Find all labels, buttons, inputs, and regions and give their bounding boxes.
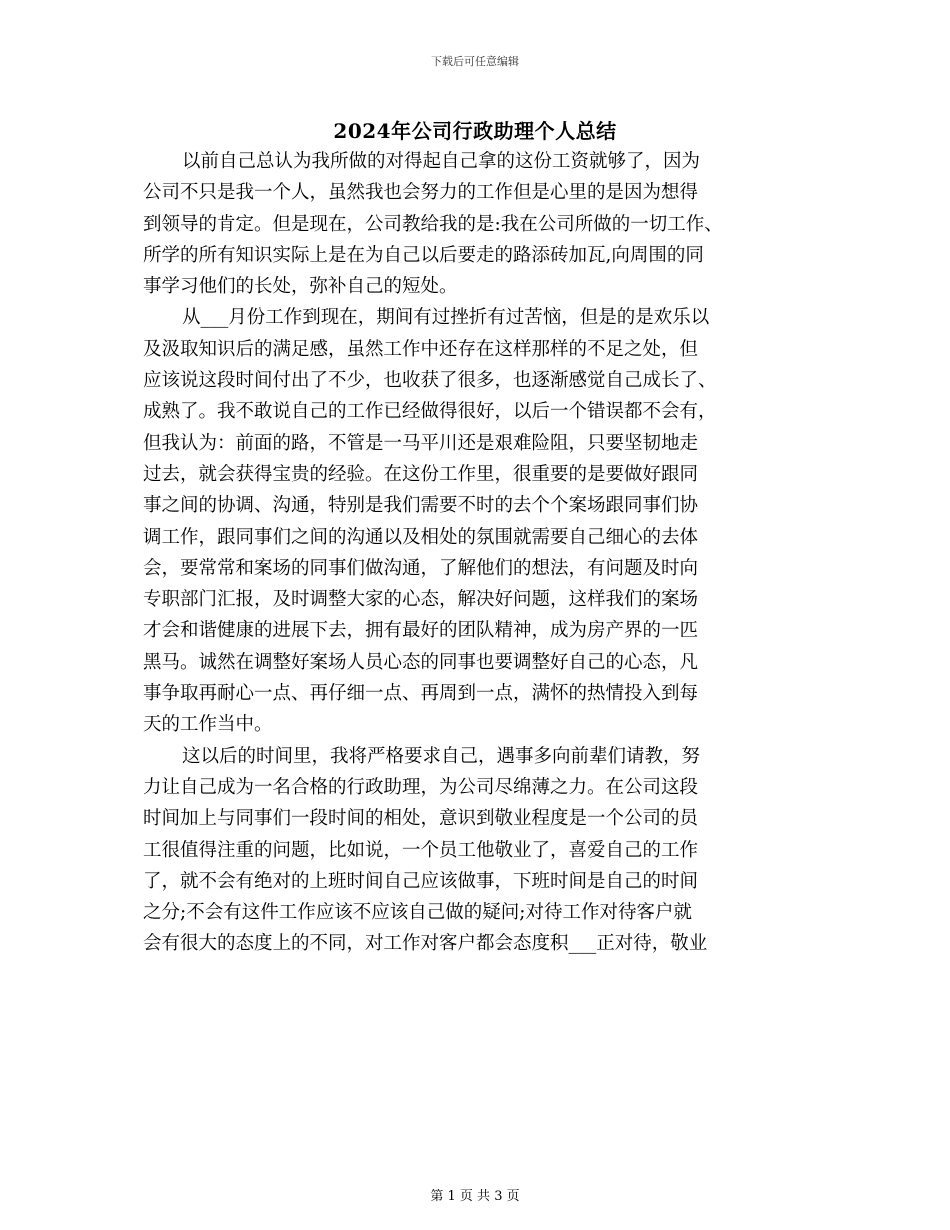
page-header-note: 下载后可任意编辑 [431, 55, 519, 68]
body-line: 这以后的时间里，我将严格要求自己，遇事多向前辈们请教，努 [182, 745, 701, 767]
body-line: 工很值得注重的问题，比如说，一个员工他敬业了，喜爱自己的工作 [143, 839, 699, 861]
body-line: 到领导的肯定。但是现在，公司教给我的是:我在公司所做的一切工作、 [143, 213, 723, 235]
body-line: 成熟了。我不敢说自己的工作已经做得很好，以后一个错误都不会有， [143, 401, 717, 423]
body-line: 事争取再耐心一点、再仔细一点、再周到一点，满怀的热情投入到每 [143, 683, 699, 705]
body-line: 调工作，跟同事们之间的沟通以及相处的氛围就需要自己细心的去体 [143, 526, 699, 548]
body-line: 及汲取知识后的满足感，虽然工作中还存在这样那样的不足之处，但 [143, 338, 699, 360]
body-line: 公司不只是我一个人，虽然我也会努力的工作但是心里的是因为想得 [143, 182, 699, 204]
body-line: 过去，就会获得宝贵的经验。在这份工作里，很重要的是要做好跟同 [143, 463, 699, 485]
document-body [143, 146, 803, 960]
body-line: 黑马。诚然在调整好案场人员心态的同事也要调整好自己的心态，凡 [143, 651, 699, 673]
body-line: 但我认为：前面的路，不管是一马平川还是艰难险阻，只要坚韧地走 [143, 432, 699, 454]
body-line: 事学习他们的长处，弥补自己的短处。 [143, 276, 458, 298]
body-line: 才会和谐健康的进展下去，拥有最好的团队精神，成为房产界的一匹 [143, 620, 699, 642]
body-line: 专职部门汇报，及时调整大家的心态，解决好问题，这样我们的案场 [143, 589, 699, 611]
body-line: 应该说这段时间付出了不少，也收获了很多，也逐渐感觉自己成长了、 [143, 370, 717, 392]
body-line: 所学的所有知识实际上是在为自己以后要走的路添砖加瓦,向周围的同 [143, 244, 704, 266]
document-title: 2024年公司行政助理个人总结 [333, 119, 617, 143]
body-line: 从___月份工作到现在，期间有过挫折有过苦恼，但是的是欢乐以 [182, 307, 710, 329]
body-line: 事之间的协调、沟通，特别是我们需要不时的去个个案场跟同事们协 [143, 495, 699, 517]
body-line: 会，要常常和案场的同事们做沟通，了解他们的想法，有问题及时向 [143, 557, 699, 579]
page-number: 第 1 页 共 3 页 [430, 1189, 520, 1204]
body-line: 时间加上与同事们一段时间的相处，意识到敬业程度是一个公司的员 [143, 808, 699, 830]
body-line: 之分;不会有这件工作应该不应该自己做的疑问;对待工作对待客户就 [143, 902, 692, 924]
body-line: 力让自己成为一名合格的行政助理，为公司尽绵薄之力。在公司这段 [143, 776, 699, 798]
body-line: 了，就不会有绝对的上班时间自己应该做事，下班时间是自己的时间 [143, 870, 699, 892]
body-line: 天的工作当中。 [143, 714, 273, 736]
body-line: 会有很大的态度上的不同，对工作对客户都会态度积___正对待，敬业 [143, 933, 708, 955]
body-line: 以前自己总认为我所做的对得起自己拿的这份工资就够了，因为 [182, 151, 701, 172]
